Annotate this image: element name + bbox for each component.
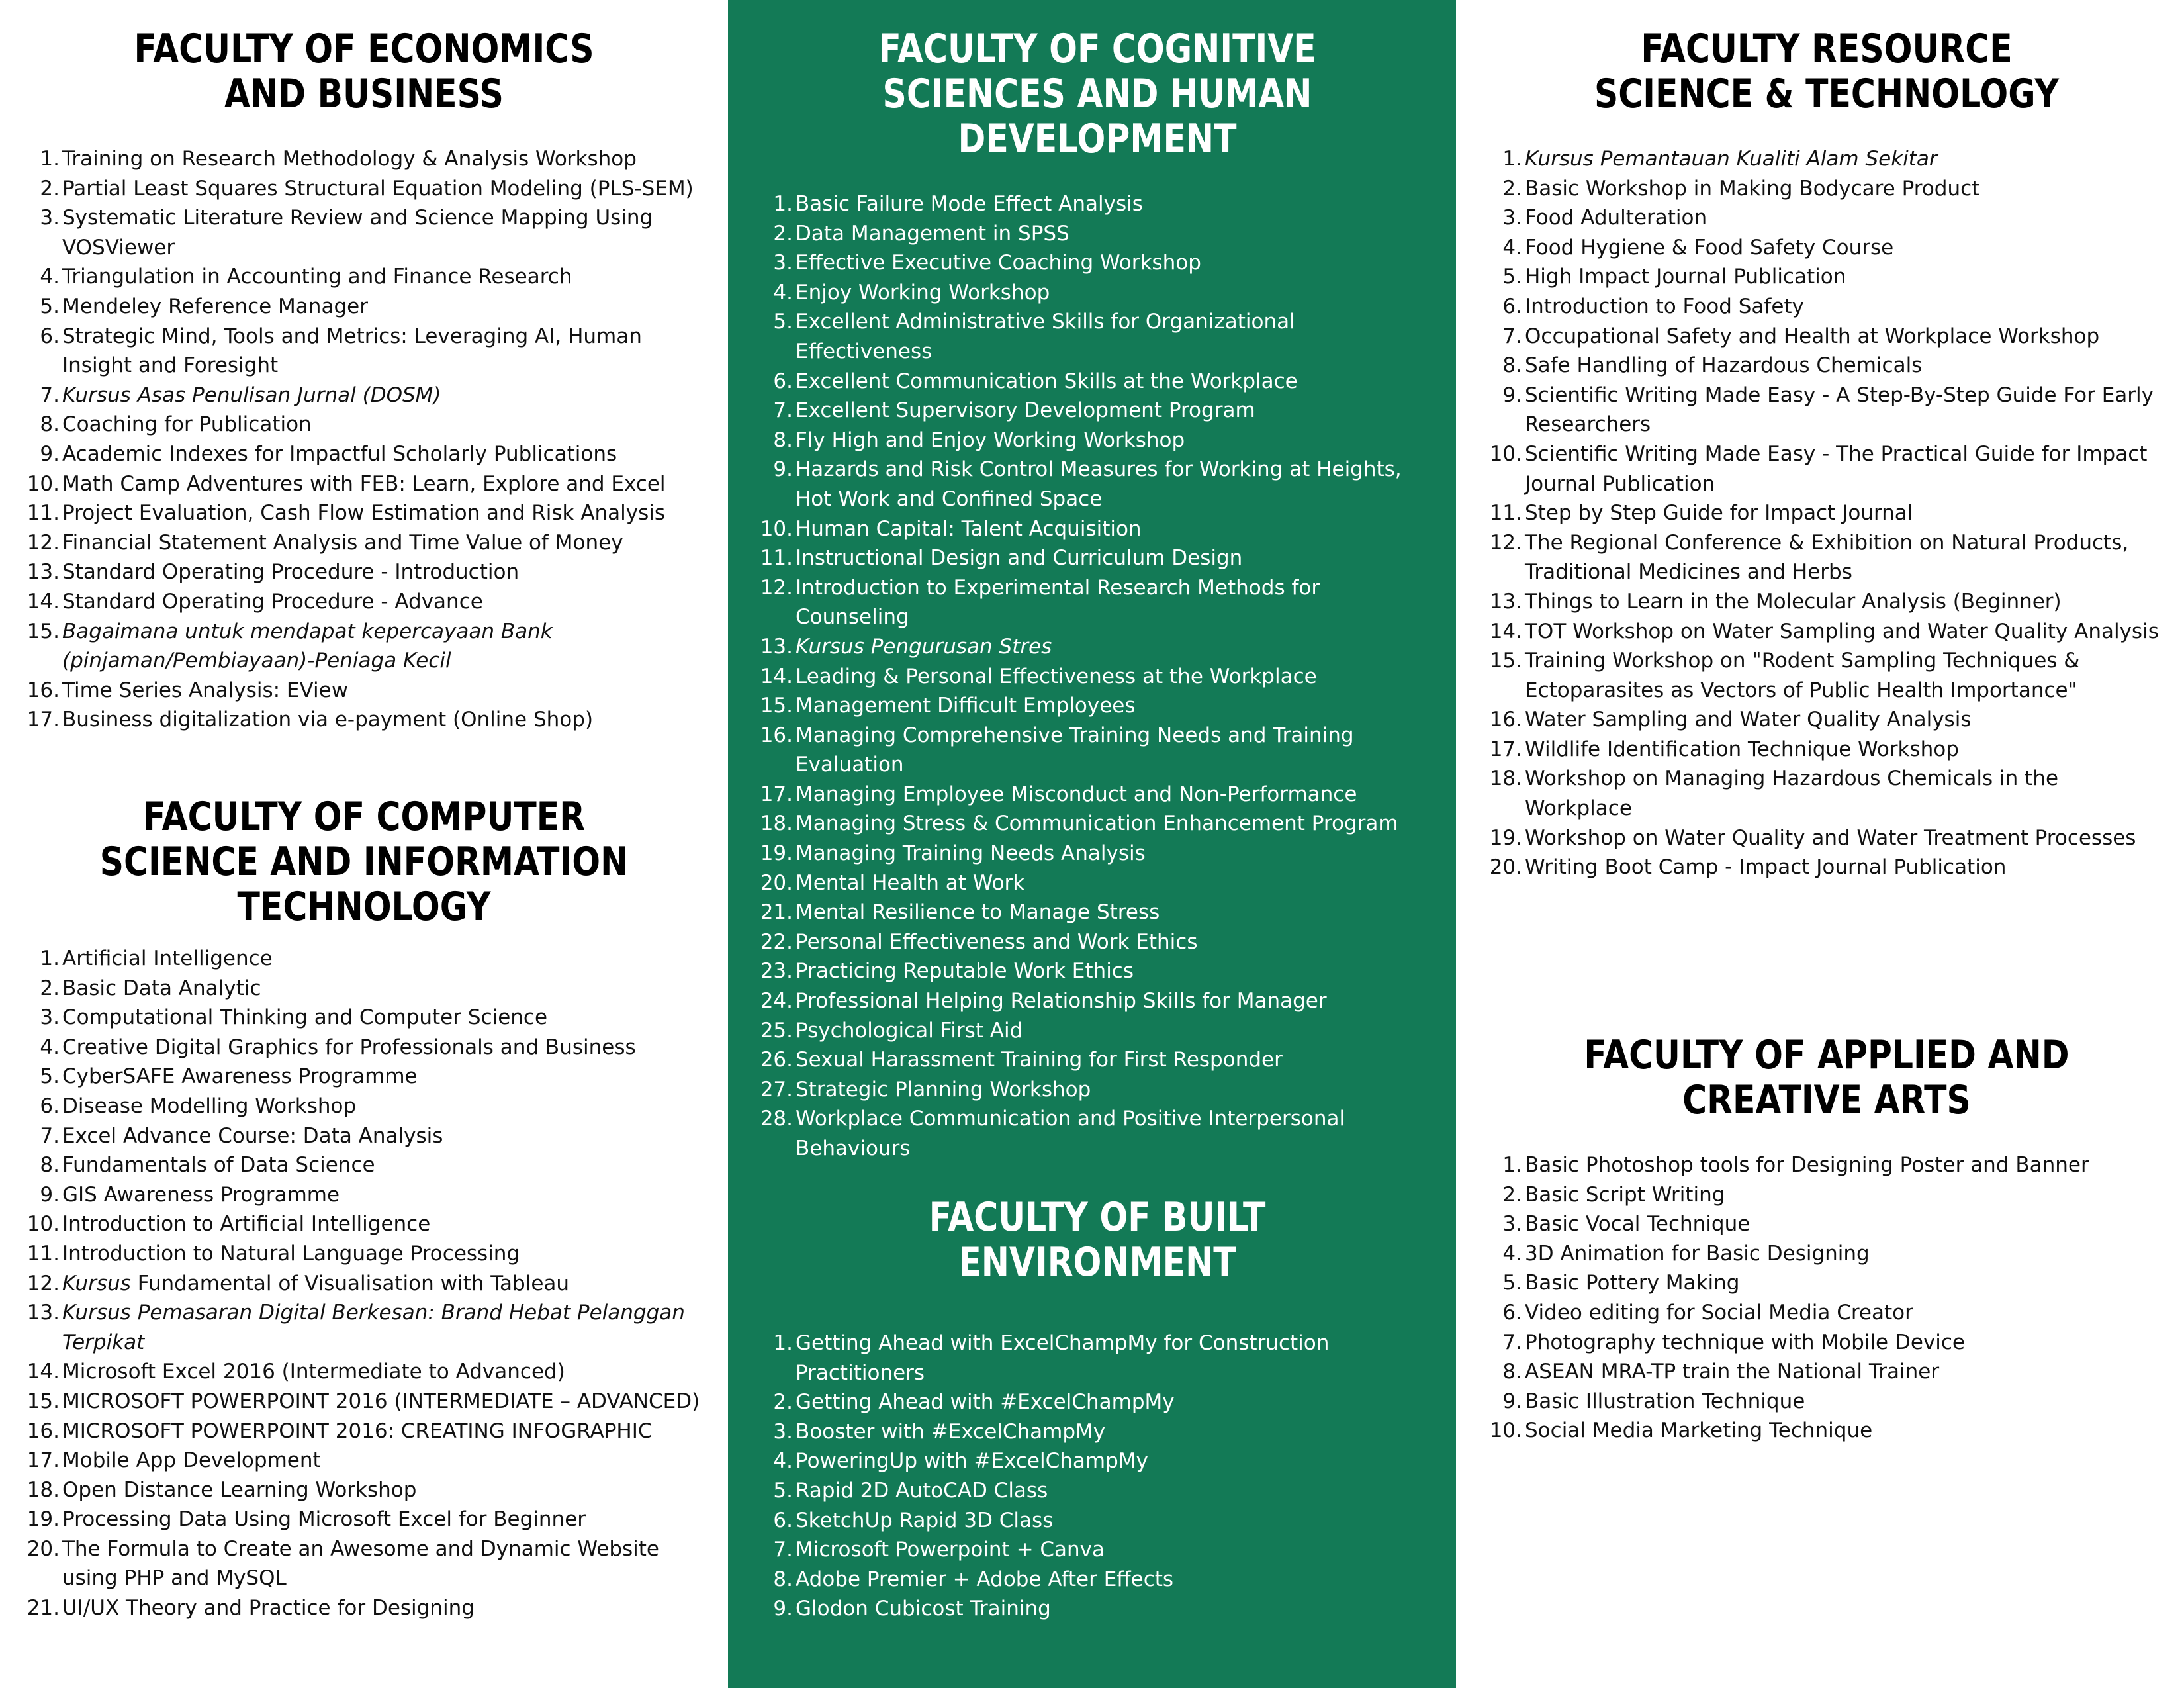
list-item: 3. Food Adulteration [1502,206,1707,230]
list-item: 11. Project Evaluation, Cash Flow Estimation and Risk Analysis [26,501,666,526]
list-item: 3. Systematic Literature Review and Science Mapping Using VOSViewer [40,206,653,259]
list-item: 13. Kursus Pengurusan Stres [760,634,1052,659]
list-item: 15. Training Workshop on "Rodent Sampling Techniques & Ectoparasites as Vectors of Public Health Importance" [1489,649,2080,702]
list-item: 12. The Regional Conference & Exhibition on Natural Products, Traditional Medicines and Herbs [1489,530,2129,585]
list-item: 16. Water Sampling and Water Quality Analysis [1489,708,1972,732]
list-item: 7. Excel Advance Course: Data Analysis [40,1123,443,1148]
list-item: 18. Open Distance Learning Workshop [26,1477,417,1502]
list-item: 11. Introduction to Natural Language Processing [26,1241,520,1266]
list-item: 1. Artificial Intelligence [40,947,273,970]
list-item: 8. Fly High and Enjoy Working Workshop [773,428,1185,452]
list-item: 5. High Impact Journal Publication [1502,265,1846,289]
list-item: 15. Management Difficult Employees [760,694,1136,718]
section-built-environment [760,1195,1435,1624]
list-item: 26. Sexual Harassment Training for First Responder [760,1048,1283,1072]
list-item: 4. Triangulation in Accounting and Finance Research [40,265,572,289]
list-item: 19. Workshop on Water Quality and Water Treatment Processes [1489,825,2136,850]
list-item: 22. Personal Effectiveness and Work Ethics [760,929,1198,954]
list-item: 6. Introduction to Food Safety [1502,294,1804,318]
list-item: 8. Safe Handling of Hazardous Chemicals [1502,353,1923,378]
list-item: 6. SketchUp Rapid 3D Class [773,1508,1054,1532]
section-resource-science [1489,26,2164,882]
list-item: 27. Strategic Planning Workshop [760,1077,1091,1102]
list-item: 13. Kursus Pemasaran Digital Berkesan: Brand Hebat Pelanggan Terpikat [26,1301,685,1354]
list-item: 6. Video editing for Social Media Creator [1502,1300,1913,1325]
list-item: 16. MICROSOFT POWERPOINT 2016: CREATING INFOGRAPHIC [26,1419,653,1443]
list-item: 6. Excellent Communication Skills at the Workplace [773,369,1298,393]
list-item: 11. Step by Step Guide for Impact Journal [1489,501,1913,526]
list-item: 3. Effective Executive Coaching Workshop [773,251,1201,275]
list-item: 8. ASEAN MRA-TP train the National Trainer [1502,1360,1940,1384]
list-item: 13. Things to Learn in the Molecular Analysis (Beginner) [1489,589,2062,614]
economics-title [81,26,648,117]
economics-title-line1: FACULTY OF ECONOMICS [134,26,594,72]
list-item: 7. Photography technique with Mobile Device [1502,1330,1965,1354]
list-item: 20. The Formula to Create an Awesome and Dynamic Website using PHP and MySQL [26,1536,659,1591]
section-cognitive [760,26,1435,1164]
computer-science-course-list [26,944,702,1623]
list-item: 21. Mental Resilience to Manage Stress [760,900,1160,925]
list-item: 3. Computational Thinking and Computer Science [40,1006,548,1030]
list-item: 28. Workplace Communication and Positive Interpersonal Behaviours [760,1107,1345,1160]
list-item: 1. Getting Ahead with ExcelChampMy for Construction Practitioners [773,1331,1330,1385]
list-item: 7. Excellent Supervisory Development Program [773,399,1255,423]
list-item: 4. PoweringUp with #ExcelChampMy [773,1449,1148,1474]
list-item: 5. Mendeley Reference Manager [40,294,368,318]
list-item: 15. Bagaimana untuk mendapat kepercayaan Bank (pinjaman/Pembiayaan)-Peniaga Kecil [26,619,553,673]
list-item: 1. Training on Research Methodology & Analysis Workshop [40,147,637,171]
list-item: 4. 3D Animation for Basic Designing [1502,1241,1870,1266]
list-item: 25. Psychological First Aid [760,1018,1023,1043]
list-item: 21. UI/UX Theory and Practice for Designing [26,1596,475,1620]
list-item: 3. Basic Vocal Technique [1502,1212,1751,1237]
list-item: 6. Disease Modelling Workshop [40,1094,357,1118]
list-item: 1. Kursus Pemantauan Kualiti Alam Sekitar [1502,147,1938,171]
section-applied-arts [1489,1033,2164,1446]
section-computer-science [26,794,702,1623]
computer-science-title: FACULTY OF COMPUTER SCIENCE AND INFORMATION TECHNOLOGY [99,794,629,930]
list-item: 10. Scientific Writing Made Easy - The Practical Guide for Impact Journal Publication [1489,442,2148,496]
list-item: 1. Basic Photoshop tools for Designing Poster and Banner [1502,1153,2089,1177]
built-environment-title: FACULTY OF BUILT ENVIRONMENT [929,1194,1266,1286]
list-item: 9. Glodon Cubicost Training [773,1597,1051,1621]
list-item: 2. Basic Data Analytic [40,976,261,1000]
list-item: 11. Instructional Design and Curriculum Design [760,546,1243,571]
list-item: 14. Standard Operating Procedure - Advance [26,589,483,614]
cognitive-title: FACULTY OF COGNITIVE SCIENCES AND HUMAN DEVELOPMENT [878,26,1316,162]
list-item: 9. Scientific Writing Made Easy - A Step-By-Step Guide For Early Researchers [1502,383,2154,437]
list-item: 7. Occupational Safety and Health at Workplace Workshop [1502,324,2100,348]
applied-arts-title: FACULTY OF APPLIED AND CREATIVE ARTS [1584,1032,2070,1123]
section-economics [26,26,702,735]
list-item: 24. Professional Helping Relationship Skills for Manager [760,989,1327,1013]
list-item: 1. Basic Failure Mode Effect Analysis [773,192,1143,216]
list-item: 12. Kursus Fundamental of Visualisation with Tableau [26,1271,570,1295]
list-item: 9. Academic Indexes for Impactful Scholarly Publications [40,442,617,466]
list-item: 3. Booster with #ExcelChampMy [773,1419,1106,1444]
list-item: 19. Managing Training Needs Analysis [760,841,1146,866]
list-item: 2. Getting Ahead with #ExcelChampMy [773,1390,1175,1415]
list-item: 14. Microsoft Excel 2016 (Intermediate to Advanced) [26,1360,565,1384]
list-item: 10. Math Camp Adventures with FEB: Learn, Explore and Excel [26,471,666,496]
built-environment-course-list [760,1329,1435,1624]
list-item: 14. TOT Workshop on Water Sampling and Water Quality Analysis [1489,619,2159,643]
applied-arts-course-list [1489,1150,2164,1446]
resource-science-course-list [1489,144,2164,882]
list-item: 5. CyberSAFE Awareness Programme [40,1064,418,1089]
resource-science-title: FACULTY RESOURCE SCIENCE & TECHNOLOGY [1594,26,2060,117]
list-item: 7. Kursus Asas Penulisan Jurnal (DOSM) [40,383,441,407]
list-item: 16. Managing Comprehensive Training Needs and Training Evaluation [760,723,1354,777]
list-item: 13. Standard Operating Procedure - Introduction [26,560,520,585]
list-item: 4. Creative Digital Graphics for Professionals and Business [40,1035,636,1059]
economics-title-line2: AND BUSINESS [224,71,504,117]
list-item: 10. Human Capital: Talent Acquisition [760,516,1142,541]
list-item: 4. Food Hygiene & Food Safety Course [1502,235,1894,259]
list-item: 17. Business digitalization via e-payment (Online Shop) [26,708,594,732]
list-item: 16. Time Series Analysis: EView [26,678,349,702]
list-item: 2. Basic Script Writing [1502,1182,1725,1207]
list-item: 5. Rapid 2D AutoCAD Class [773,1478,1048,1503]
list-item: 17. Mobile App Development [26,1448,321,1473]
list-item: 5. Basic Pottery Making [1502,1271,1740,1295]
economics-course-list [26,144,702,735]
list-item: 2. Partial Least Squares Structural Equation Modeling (PLS-SEM) [40,176,694,201]
list-item: 9. GIS Awareness Programme [40,1182,340,1207]
list-item: 18. Managing Stress & Communication Enhancement Program [760,812,1398,836]
list-item: 17. Managing Employee Misconduct and Non-Performance [760,782,1357,806]
list-item: 20. Writing Boot Camp - Impact Journal Publication [1489,855,2007,880]
list-item: 8. Coaching for Publication [40,412,312,437]
list-item: 6. Strategic Mind, Tools and Metrics: Leveraging AI, Human Insight and Foresight [40,324,642,378]
list-item: 10. Introduction to Artificial Intelligence [26,1212,431,1237]
list-item: 19. Processing Data Using Microsoft Excel for Beginner [26,1507,586,1532]
list-item: 10. Social Media Marketing Technique [1489,1419,1873,1443]
list-item: 9. Hazards and Risk Control Measures for Working at Heights, Hot Work and Confined Space [773,457,1402,511]
list-item: 14. Leading & Personal Effectiveness at the Workplace [760,664,1317,688]
list-item: 2. Basic Workshop in Making Bodycare Product [1502,176,1980,201]
list-item: 5. Excellent Administrative Skills for Organizational Effectiveness [773,310,1295,363]
list-item: 2. Data Management in SPSS [773,221,1069,246]
list-item: 15. MICROSOFT POWERPOINT 2016 (INTERMEDIATE – ADVANCED) [26,1389,700,1413]
list-item: 20. Mental Health at Work [760,870,1025,895]
list-item: 7. Microsoft Powerpoint + Canva [773,1538,1105,1562]
list-item: 12. Introduction to Experimental Research Methods for Counseling [760,575,1320,630]
list-item: 9. Basic Illustration Technique [1502,1389,1805,1413]
list-item: 17. Wildlife Identification Technique Workshop [1489,737,1959,761]
list-item: 4. Enjoy Working Workshop [773,280,1050,305]
list-item: 12. Financial Statement Analysis and Time Value of Money [26,530,623,555]
cognitive-course-list [760,189,1435,1164]
list-item: 23. Practicing Reputable Work Ethics [760,959,1134,984]
list-item: 18. Workshop on Managing Hazardous Chemicals in the Workplace [1489,767,2059,821]
list-item: 8. Adobe Premier + Adobe After Effects [773,1567,1174,1591]
list-item: 8. Fundamentals of Data Science [40,1153,375,1178]
